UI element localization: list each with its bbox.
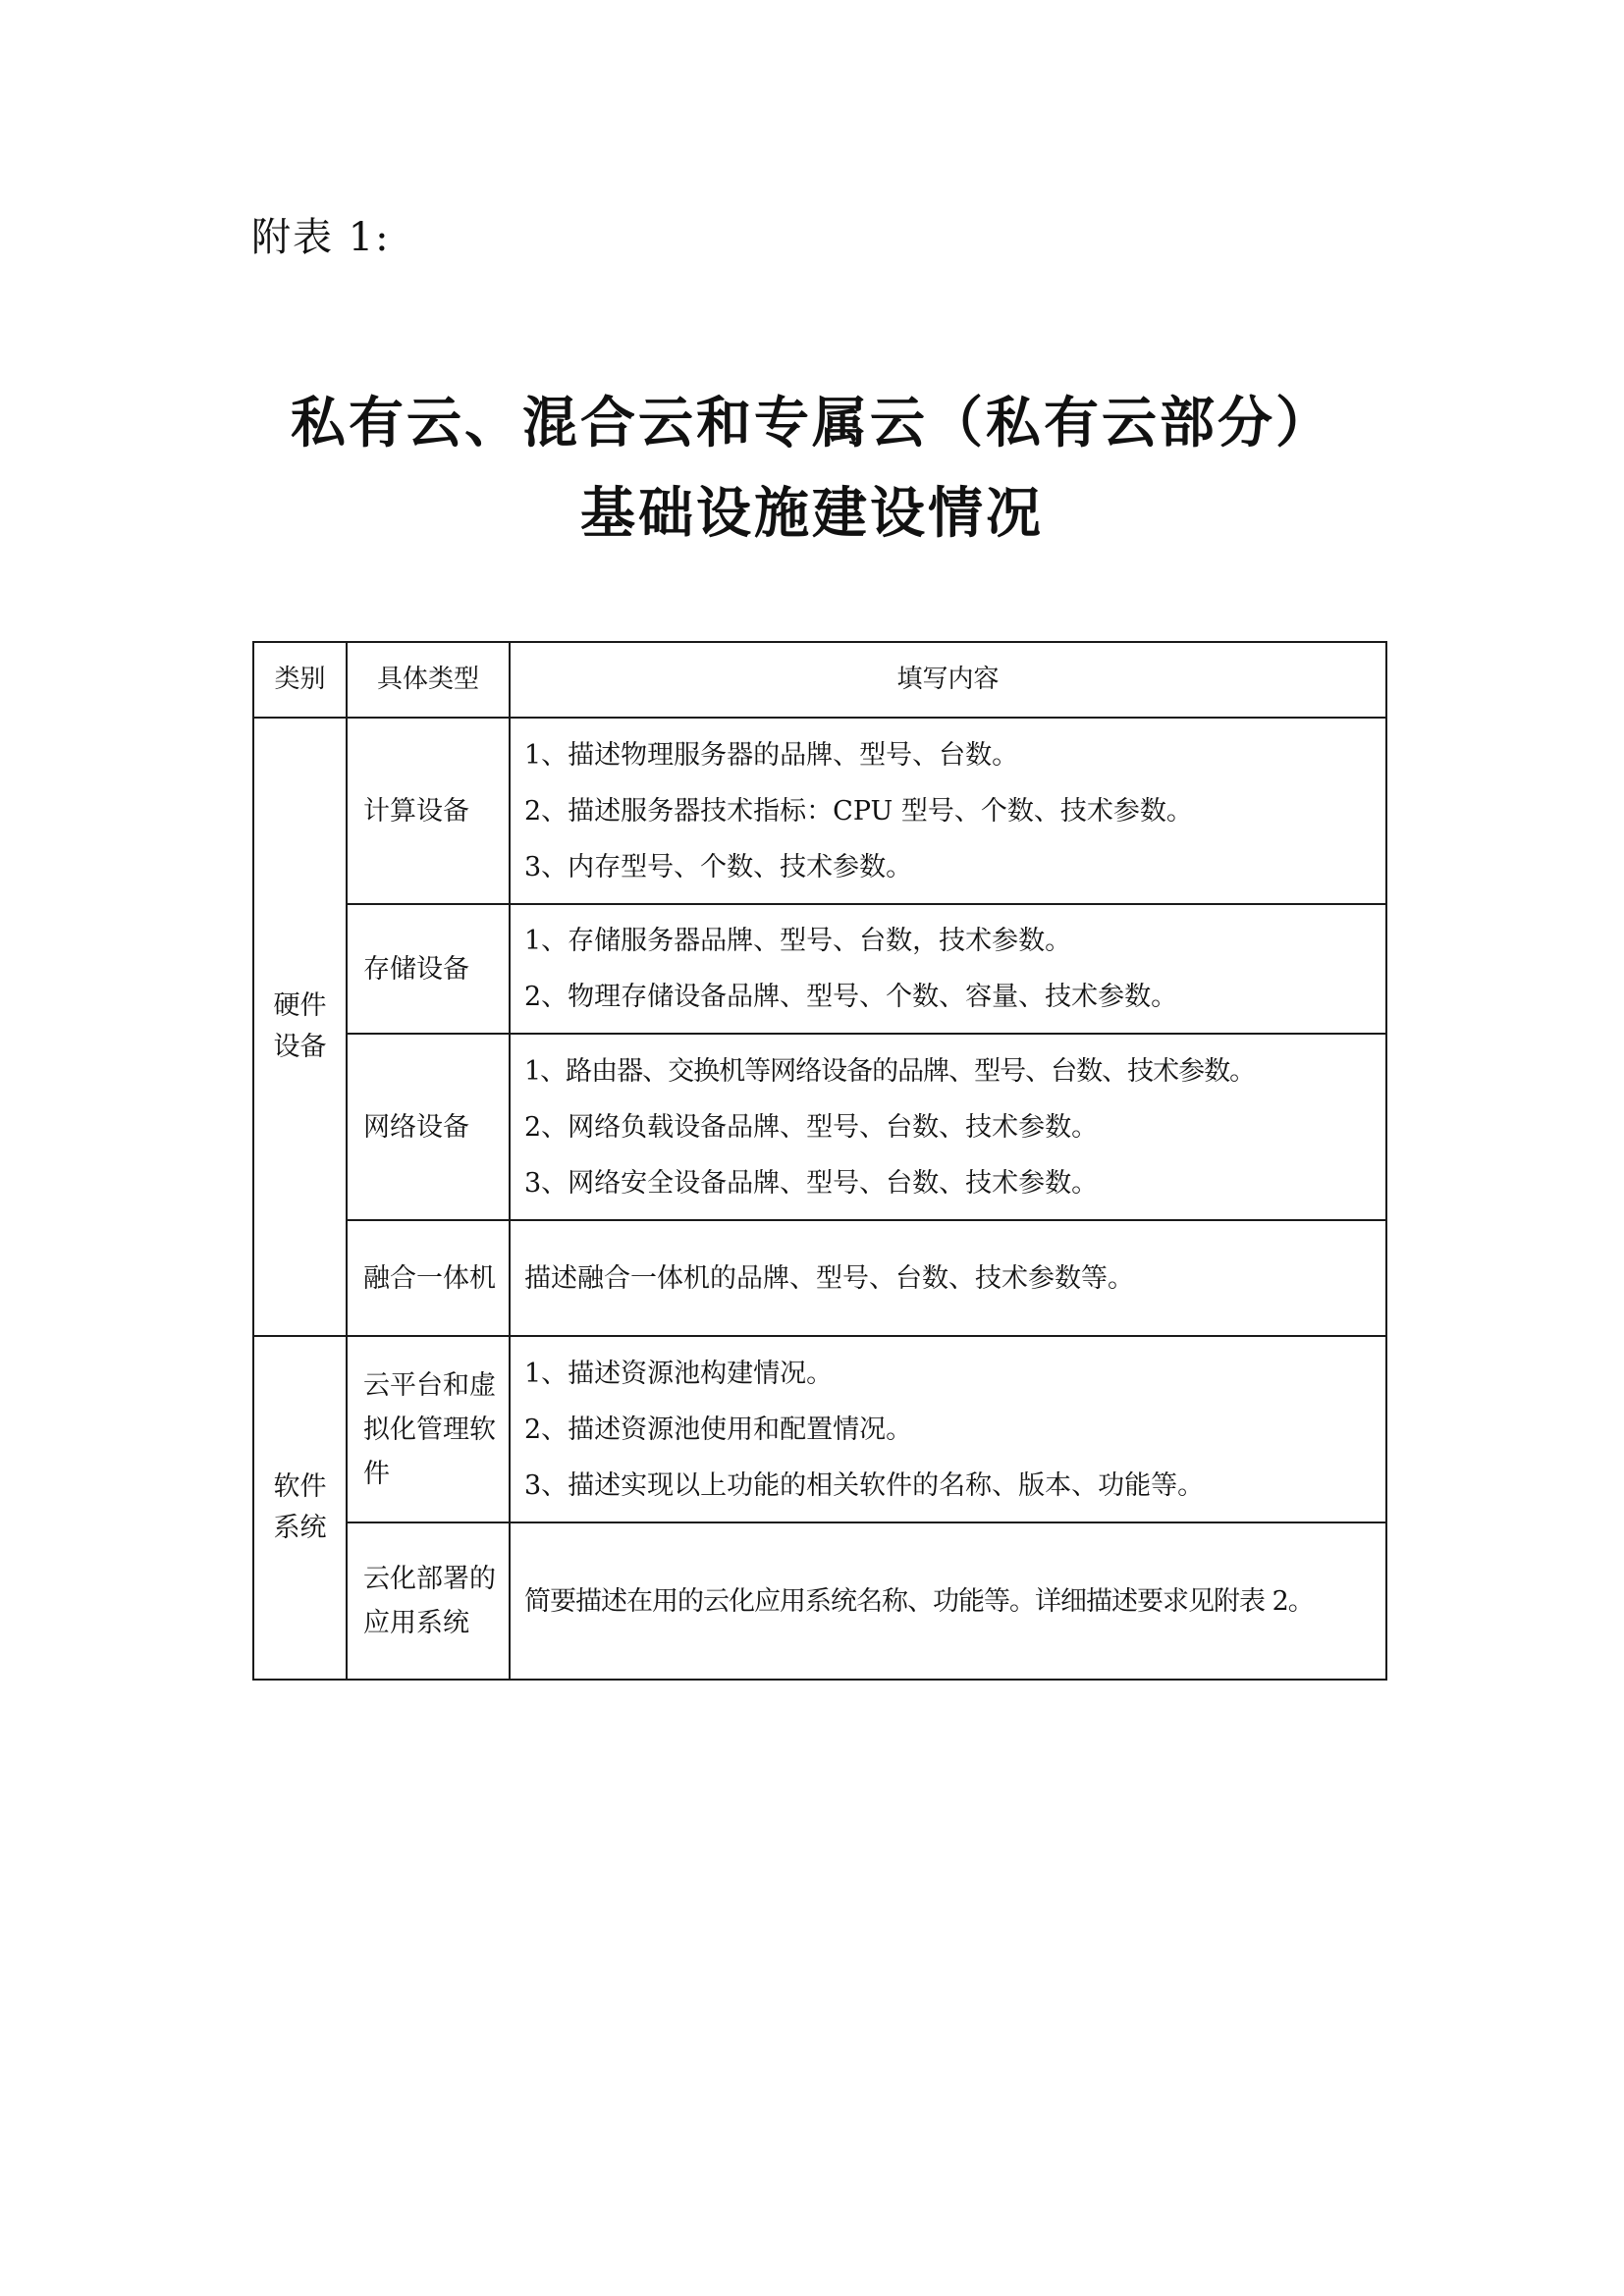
header-type: 具体类型 — [347, 642, 510, 718]
content-line: 1、描述物理服务器的品牌、型号、台数。 — [524, 739, 1019, 771]
header-category: 类别 — [253, 642, 347, 718]
category-label-line: 硬件 — [273, 990, 327, 1021]
content-storage — [510, 904, 1386, 1034]
type-network: 网络设备 — [347, 1034, 510, 1220]
content-line: 3、网络安全设备品牌、型号、台数、技术参数。 — [524, 1167, 1099, 1199]
category-label-line: 软件 — [273, 1471, 327, 1502]
content-network — [510, 1034, 1386, 1220]
type-cloud-platform: 云平台和虚拟化管理软件 — [347, 1336, 510, 1522]
table-row — [253, 1522, 1386, 1680]
category-label-line: 系统 — [273, 1513, 327, 1543]
table-row — [253, 904, 1386, 1034]
type-compute: 计算设备 — [347, 718, 510, 904]
content-line: 2、描述服务器技术指标：CPU 型号、个数、技术参数。 — [524, 795, 1193, 827]
table-row — [253, 1220, 1386, 1336]
page-title: 私有云、混合云和专属云（私有云部分） — [291, 391, 1333, 455]
content-line: 简要描述在用的云化应用系统名称、功能等。详细描述要求见附表 2。 — [524, 1585, 1314, 1617]
content-line: 2、网络负载设备品牌、型号、台数、技术参数。 — [524, 1111, 1099, 1143]
content-line: 2、物理存储设备品牌、型号、个数、容量、技术参数。 — [524, 982, 1178, 1012]
type-converged: 融合一体机 — [347, 1220, 510, 1336]
content-line: 描述融合一体机的品牌、型号、台数、技术参数等。 — [524, 1262, 1134, 1294]
content-line: 1、描述资源池构建情况。 — [524, 1358, 834, 1389]
type-storage: 存储设备 — [347, 904, 510, 1034]
category-hardware — [253, 718, 347, 1336]
content-cloud-platform — [510, 1336, 1386, 1522]
content-line: 3、内存型号、个数、技术参数。 — [524, 851, 913, 882]
content-converged — [510, 1220, 1386, 1336]
category-software — [253, 1336, 347, 1680]
table-row — [253, 1336, 1386, 1522]
header-content: 填写内容 — [510, 642, 1386, 718]
attachment-label: 附表 1: — [251, 215, 391, 260]
content-line: 1、存储服务器品牌、型号、台数，技术参数。 — [524, 926, 1072, 956]
page-subtitle: 基础设施建设情况 — [580, 481, 1044, 546]
infrastructure-table — [252, 641, 1387, 1681]
content-line: 1、路由器、交换机等网络设备的品牌、型号、台数、技术参数。 — [524, 1055, 1256, 1087]
table-header-row — [253, 642, 1386, 718]
content-line: 3、描述实现以上功能的相关软件的名称、版本、功能等。 — [524, 1469, 1205, 1501]
table-row — [253, 718, 1386, 904]
table-row — [253, 1034, 1386, 1220]
category-label-line: 设备 — [273, 1032, 327, 1062]
content-compute — [510, 718, 1386, 904]
content-cloud-apps — [510, 1522, 1386, 1680]
content-line: 2、描述资源池使用和配置情况。 — [524, 1414, 913, 1445]
type-cloud-apps: 云化部署的应用系统 — [347, 1522, 510, 1680]
